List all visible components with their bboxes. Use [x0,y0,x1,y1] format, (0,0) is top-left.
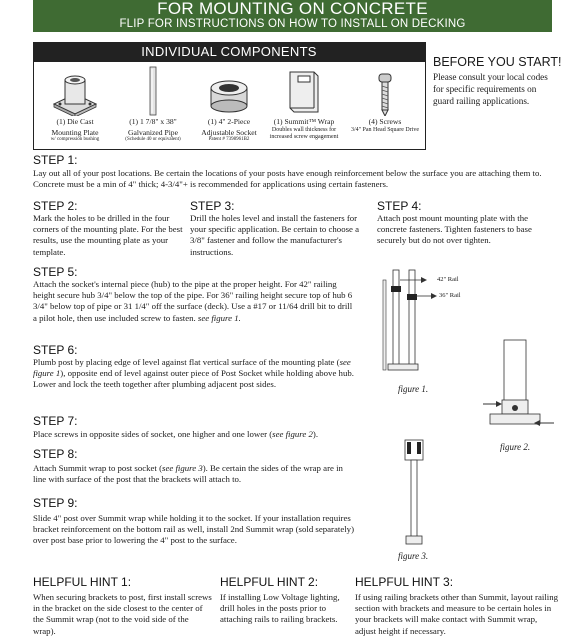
component-name: (1) Die Cast [56,117,94,126]
step8-text-b: ). Be certain the sides of the wrap are in line with surface of the post that the brackets will attach to. [33,463,343,485]
components-heading: INDIVIDUAL COMPONENTS [33,42,425,62]
rail-42-label: 42" Rail [437,276,459,283]
socket-icon [207,76,251,116]
screw-icon [376,72,394,116]
step3-title: STEP 3: [190,199,235,213]
wrap-icon [284,68,324,116]
component-desc: Adjustable Socket [201,127,257,137]
step5-body [33,279,353,324]
component-summit-wrap [265,66,343,141]
hint3-text: If using railing brackets other than Summit, layout railing section with brackets and measure to be certain holes in your brackets will make contact with Summit wrap, adjust height if necessary. [355,592,559,636]
hint3-title: HELPFUL HINT 3: [355,575,454,589]
rail-36-label: 36" Rail [439,292,461,299]
figure3-diagram [395,438,435,550]
step3-text: Drill the holes level and install the fasteners for your specific application. Be certain to choose a 3/8" fastener and follow the manufacturer's instructions. [190,213,360,257]
component-name: (4) Screws [368,117,402,126]
step5-ref: see figure 1. [197,312,241,323]
step4-text: Attach post mount mounting plate with the concrete fasteners. Tighten fasteners to base securely but do not over tighten. [377,213,532,246]
step6-title: STEP 6: [33,343,78,357]
step8-ref: see figure 3 [162,463,203,473]
step5-title: STEP 5: [33,265,78,279]
step4-title: STEP 4: [377,199,422,213]
step6-body [33,357,355,391]
component-name: (1) 1 7/8" x 38" [129,117,177,126]
banner-subtitle: FLIP FOR INSTRUCTIONS ON HOW TO INSTALL ON DECKING [119,18,466,30]
figure2-caption: figure 2. [500,442,531,452]
figure2-diagram [478,338,558,438]
component-mounting-plate [36,66,114,143]
component-name: (1) 4" 2-Piece [207,117,251,126]
step7-title: STEP 7: [33,414,78,428]
step6-text-a: Plumb post by placing edge of level against flat vertical surface of the mounting plate ( [33,357,340,367]
step8-body [33,463,353,485]
figure1-caption: figure 1. [398,384,429,394]
component-sub: increased screw engagement [269,133,339,140]
step8-text-a: Attach Summit wrap to post socket ( [33,463,163,473]
step9-title: STEP 9: [33,496,78,510]
component-sub: w/ compression bushing [50,137,100,142]
step1-text: Lay out all of your post locations. Be certain the locations of your posts have enough reinforcement below the surface you are attaching them to. Concrete must be a min of 4" thick; 4-3/4"+ is recommended for applications using certain fasteners. [33,168,542,190]
step7-body [33,429,363,440]
component-pipe [114,66,192,143]
component-socket [190,66,268,143]
pipe-icon [143,66,163,116]
before-heading: BEFORE YOU START! [433,55,562,69]
before-text: Please consult your local codes for specific requirements on guard railing applications. [433,72,548,106]
component-desc: 3/4" Pan Head Square Drive [350,126,420,133]
component-desc: Galvanized Pipe [128,127,178,137]
step6-ref: see figure 1 [33,357,351,379]
step2-title: STEP 2: [33,199,78,213]
step7-text-a: Place screws in opposite sides of socket, one higher and one lower ( [33,429,273,439]
hint2-text: If installing Low Voltage lighting, drill holes in the posts prior to attaching rails to railing brackets. [220,592,340,625]
component-sub: (Schedule 40 or equivalent) [125,137,181,142]
figure1-diagram [375,268,465,380]
step7-ref: see figure 2 [272,429,313,439]
mounting-plate-icon [50,70,100,116]
component-desc: Mounting Plate [51,127,99,137]
component-desc: Doubles wall thickness for [271,126,337,133]
hint2-title: HELPFUL HINT 2: [220,575,319,589]
header-banner [33,0,552,32]
component-name: (1) Summit™ Wrap [273,117,335,126]
step9-text: Slide 4" post over Summit wrap while holding it to the socket. If your installation requires bracket reinforcement on the bottom rail as well, install 2nd Summit wrap (sold separately) over post base prior to lowering the 4" post to the surface. [33,513,354,546]
figure3-caption: figure 3. [398,551,429,561]
step7-text-b: ). [312,429,319,439]
banner-title: FOR MOUNTING ON CONCRETE [157,0,428,18]
step1-title: STEP 1: [33,153,78,167]
step8-title: STEP 8: [33,447,78,461]
component-screws [346,66,424,134]
component-sub: Patent # 7398961B2 [208,137,250,142]
step5-text: Attach the socket's internal piece (hub) to the pipe at the proper height. For 42" railing height secure hub 3/4" below the top of the pipe. For 36" railing height secure top of hub 6 3/4" below top of pipe or 31 1/4" off the surface (deck). Use a #17 or 11/64 drill bit to drill a pilot hole, then use included screw to fasten. [33,279,353,323]
step6-text-b: ), opposite end of level against outer piece of Post Socket while holding above hub. Lower and lock the teeth together after plumbing adjacent post sides. [33,368,354,390]
hint1-title: HELPFUL HINT 1: [33,575,132,589]
step2-text: Mark the holes to be drilled in the four corners of the mounting plate. For the best results, use the mounting plate as your template. [33,213,183,257]
hint1-text: When securing brackets to post, first install screws in the bracket on the side closest to the center of the Summit wrap (not to the void side of the wrap). [33,592,212,636]
